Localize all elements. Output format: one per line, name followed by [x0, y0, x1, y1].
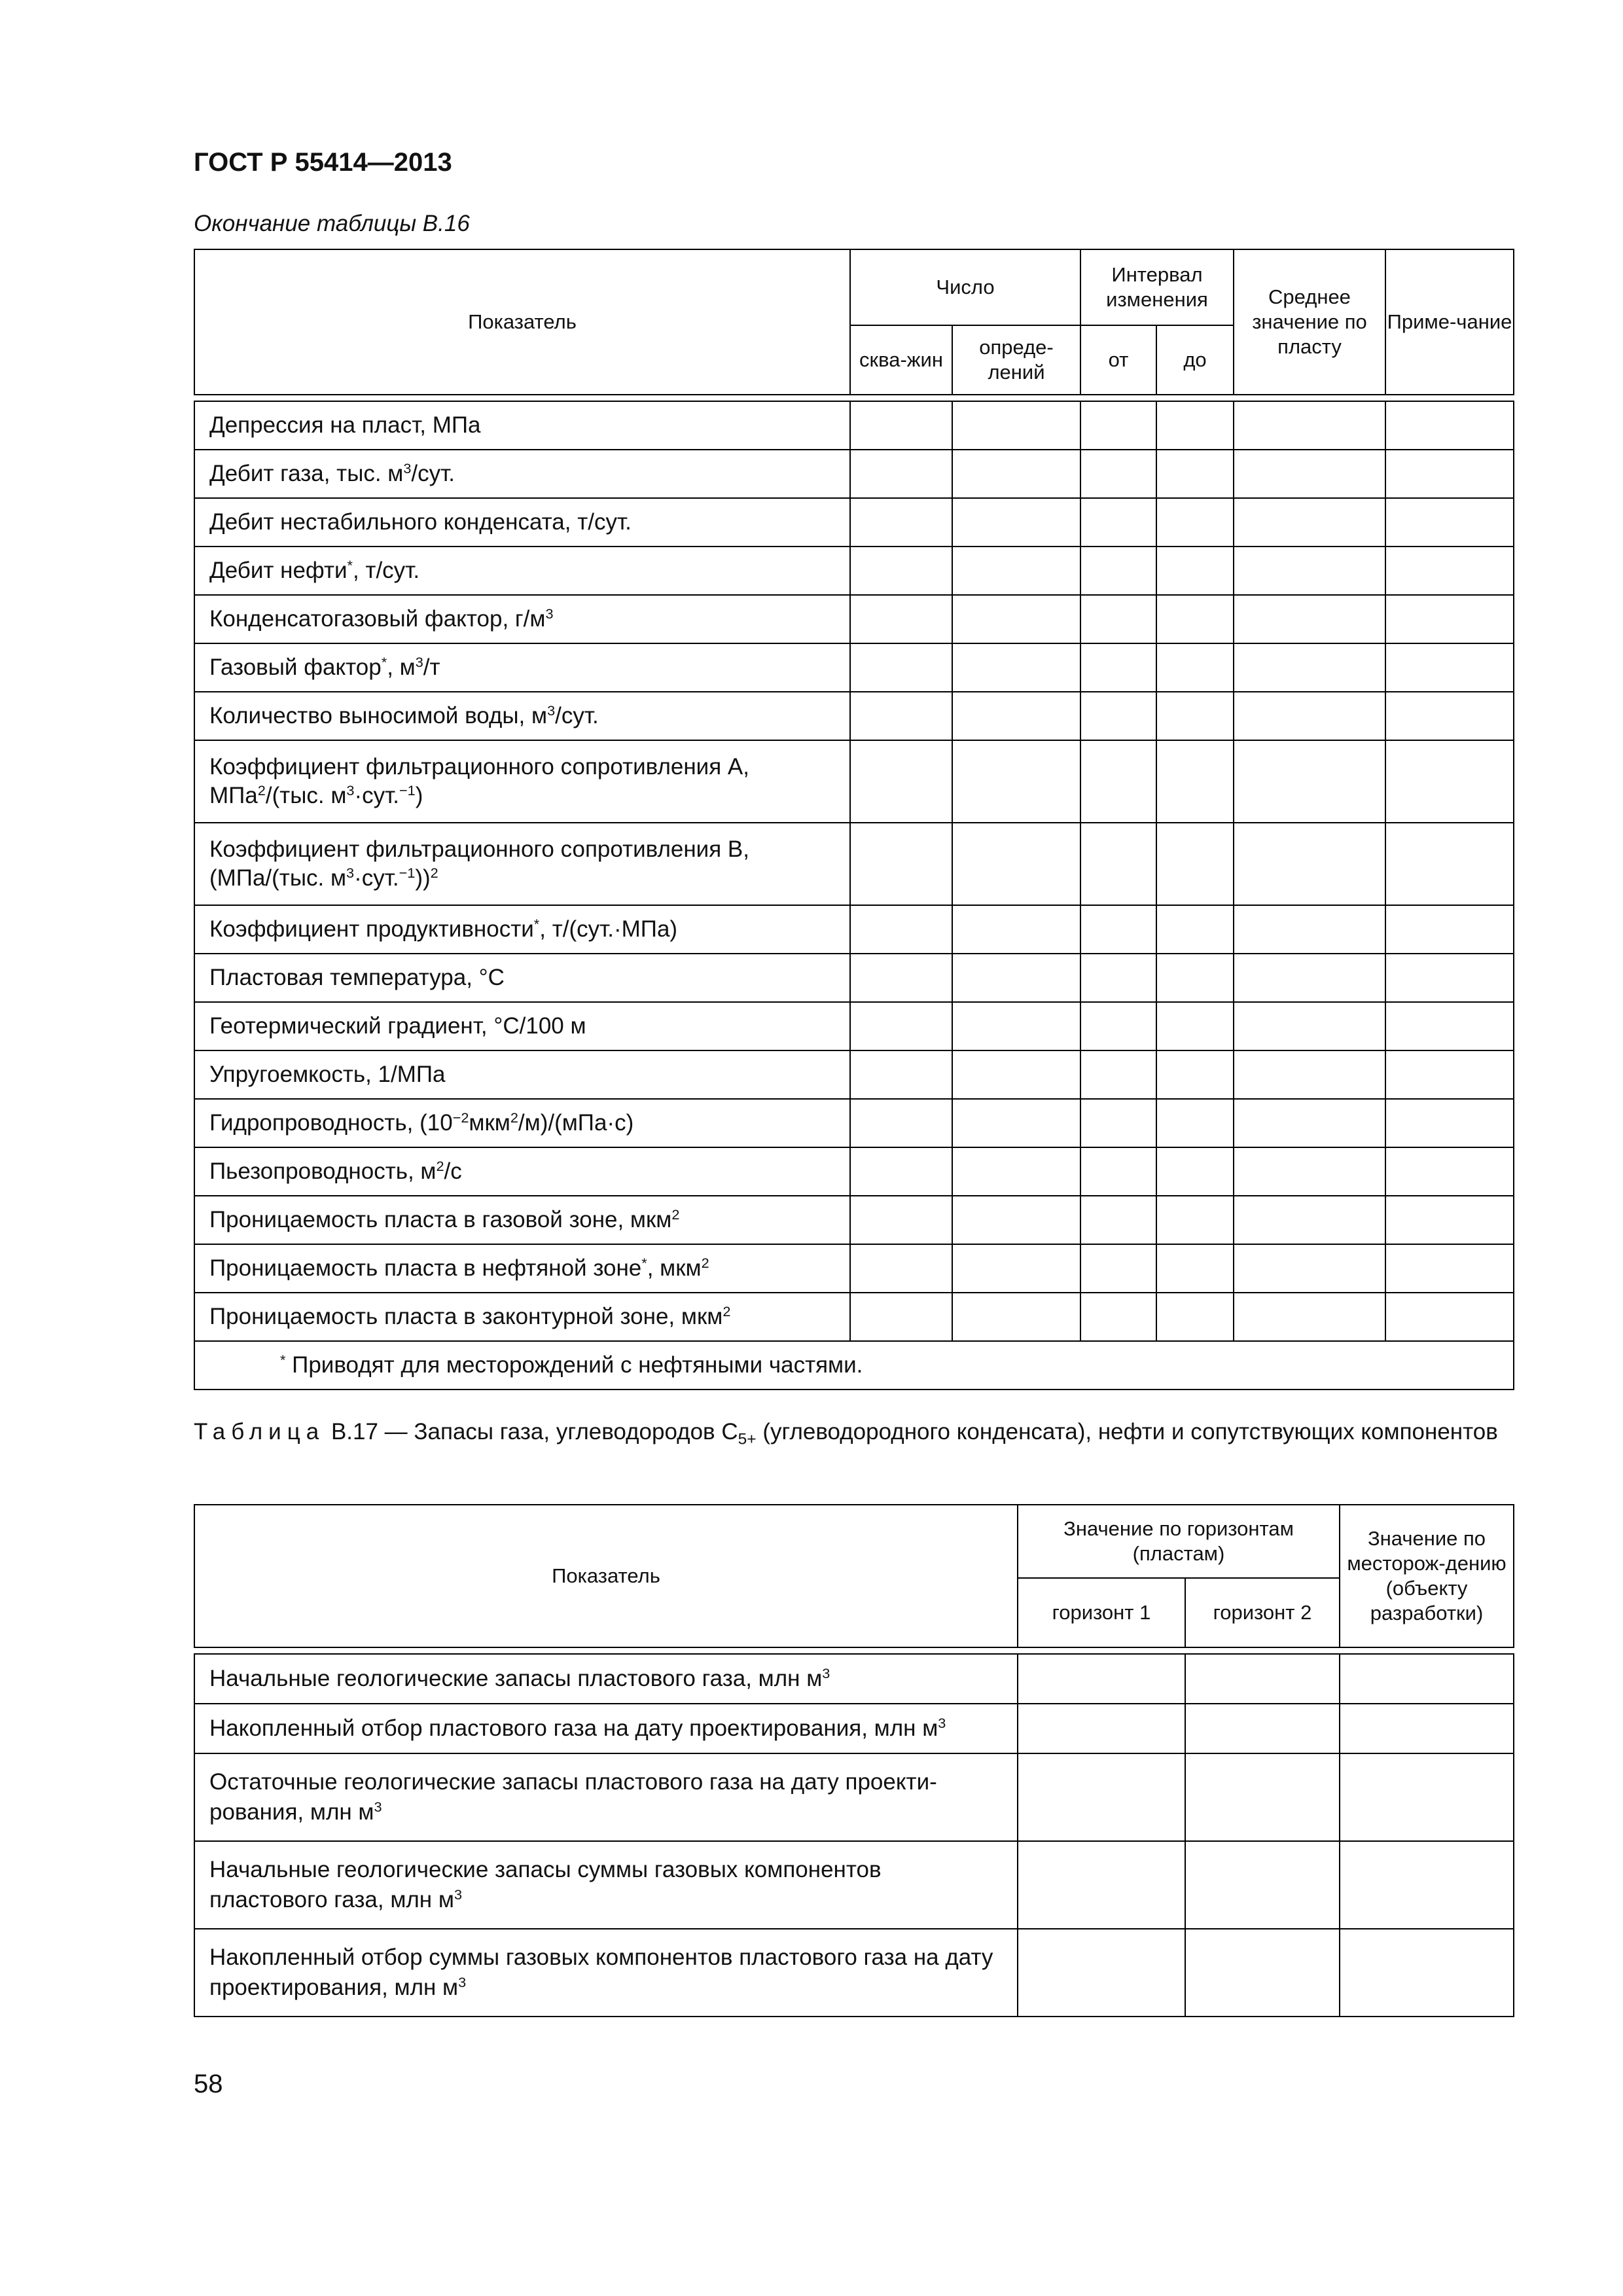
page-number: 58	[194, 2070, 223, 2098]
table-row	[194, 1002, 1514, 1050]
label-text: Остаточные геологические запасы пластового газа на дату проекти-рования, млн м	[209, 1769, 937, 1825]
label-text: Конденсатогазовый фактор, г/м	[209, 606, 546, 632]
empty-cell	[850, 1099, 952, 1147]
label-text: /сут.	[411, 461, 455, 486]
label-text: Начальные геологические запасы суммы газовых компонентов пластового газа, млн м	[209, 1857, 882, 1912]
caption-rest: (углеводородного конденсата), нефти и сопутствующих компонентов	[756, 1419, 1498, 1444]
table-b16	[194, 249, 1514, 1390]
empty-cell	[952, 1002, 1080, 1050]
empty-cell	[1080, 1196, 1156, 1244]
empty-cell	[1385, 1002, 1514, 1050]
superscript: *	[533, 916, 540, 933]
empty-cell	[1156, 1002, 1234, 1050]
label-text: Гидропроводность, (10	[209, 1110, 453, 1136]
row-label	[194, 1147, 850, 1196]
empty-cell	[1185, 1753, 1340, 1841]
empty-cell	[1080, 498, 1156, 547]
row-label	[194, 692, 850, 740]
superscript: 2	[671, 1206, 680, 1223]
empty-cell	[850, 1002, 952, 1050]
header-indicator: Показатель	[194, 1505, 1018, 1647]
empty-cell	[850, 643, 952, 692]
header-determinations: опреде-лений	[952, 325, 1080, 395]
empty-cell	[850, 905, 952, 954]
row-label	[194, 823, 850, 905]
empty-cell	[1234, 1196, 1385, 1244]
header-indicator: Показатель	[194, 249, 850, 395]
table-row	[194, 905, 1514, 954]
empty-cell	[1156, 595, 1234, 643]
empty-cell	[850, 1244, 952, 1293]
empty-cell	[850, 1196, 952, 1244]
superscript: 3	[415, 654, 423, 671]
table-row	[194, 1841, 1514, 1929]
header-wells: сква-жин	[850, 325, 952, 395]
empty-cell	[1080, 401, 1156, 450]
empty-cell	[1080, 1147, 1156, 1196]
empty-cell	[850, 740, 952, 823]
empty-cell	[1385, 740, 1514, 823]
header-by-horizons: Значение по горизонтам (пластам)	[1018, 1505, 1340, 1578]
superscript: 2	[436, 1158, 444, 1175]
empty-cell	[1080, 740, 1156, 823]
row-label	[194, 643, 850, 692]
empty-cell	[850, 401, 952, 450]
label-text: Депрессия на пласт, МПа	[209, 412, 481, 438]
empty-cell	[850, 823, 952, 905]
superscript: −2	[452, 1109, 469, 1126]
empty-cell	[1080, 823, 1156, 905]
table-b16-body	[194, 395, 1514, 1341]
row-label	[194, 954, 850, 1002]
label-text: ))	[415, 865, 431, 891]
superscript: −1	[399, 782, 416, 799]
empty-cell	[1185, 1929, 1340, 2017]
row-label	[194, 547, 850, 595]
empty-cell	[1156, 905, 1234, 954]
label-text: Начальные геологические запасы пластового газа, млн м	[209, 1666, 823, 1691]
empty-cell	[850, 1147, 952, 1196]
empty-cell	[1080, 1002, 1156, 1050]
label-text: Пластовая температура, °С	[209, 965, 505, 990]
empty-cell	[1234, 1147, 1385, 1196]
label-text: /сут.	[555, 703, 599, 728]
table-row	[194, 1196, 1514, 1244]
empty-cell	[1080, 547, 1156, 595]
label-text: /т	[423, 655, 440, 680]
label-text: Накопленный отбор суммы газовых компонентов пластового газа на дату проектирования, млн м	[209, 1945, 993, 2000]
empty-cell	[1234, 498, 1385, 547]
empty-cell	[1156, 401, 1234, 450]
empty-cell	[1385, 954, 1514, 1002]
empty-cell	[952, 1244, 1080, 1293]
empty-cell	[1385, 401, 1514, 450]
empty-cell	[1080, 954, 1156, 1002]
table-footnote	[194, 1341, 1514, 1390]
caption-subscript: 5+	[738, 1430, 757, 1448]
empty-cell	[1385, 595, 1514, 643]
empty-cell	[1234, 905, 1385, 954]
row-label	[194, 1654, 1018, 1704]
empty-cell	[1385, 1050, 1514, 1099]
empty-cell	[1018, 1654, 1185, 1704]
label-text: Дебит газа, тыс. м	[209, 461, 404, 486]
table-row	[194, 1244, 1514, 1293]
empty-cell	[1080, 643, 1156, 692]
empty-cell	[1080, 692, 1156, 740]
superscript: 2	[257, 782, 266, 799]
empty-cell	[850, 954, 952, 1002]
label-text: Геотермический градиент, °С/100 м	[209, 1013, 586, 1039]
table-b17-caption	[194, 1416, 1513, 1448]
empty-cell	[1156, 954, 1234, 1002]
empty-cell	[952, 905, 1080, 954]
label-text: /с	[444, 1158, 462, 1184]
empty-cell	[1156, 547, 1234, 595]
header-to: до	[1156, 325, 1234, 395]
header-horizon-2: горизонт 2	[1185, 1578, 1340, 1647]
empty-cell	[952, 954, 1080, 1002]
empty-cell	[952, 1050, 1080, 1099]
empty-cell	[1234, 401, 1385, 450]
label-text: Проницаемость пласта в газовой зоне, мкм	[209, 1207, 672, 1232]
table-row	[194, 1654, 1514, 1704]
table-row	[194, 643, 1514, 692]
empty-cell	[1385, 692, 1514, 740]
label-text: , т/сут.	[352, 558, 420, 583]
label-text: мкм	[469, 1110, 510, 1136]
empty-cell	[1234, 1293, 1385, 1341]
empty-cell	[1018, 1753, 1185, 1841]
empty-cell	[952, 401, 1080, 450]
empty-cell	[1156, 1099, 1234, 1147]
empty-cell	[952, 547, 1080, 595]
row-label	[194, 1099, 850, 1147]
superscript: *	[347, 557, 353, 574]
empty-cell	[1018, 1841, 1185, 1929]
row-label	[194, 905, 850, 954]
empty-cell	[1385, 905, 1514, 954]
empty-cell	[1234, 547, 1385, 595]
empty-cell	[952, 643, 1080, 692]
empty-cell	[1234, 823, 1385, 905]
empty-cell	[1234, 643, 1385, 692]
empty-cell	[1385, 1293, 1514, 1341]
row-label	[194, 1002, 850, 1050]
empty-cell	[1156, 1293, 1234, 1341]
empty-cell	[1385, 643, 1514, 692]
empty-cell	[1185, 1704, 1340, 1753]
label-text: , мкм	[647, 1255, 702, 1281]
superscript: 3	[346, 782, 355, 799]
empty-cell	[1185, 1654, 1340, 1704]
empty-cell	[1340, 1704, 1514, 1753]
table-row	[194, 692, 1514, 740]
empty-cell	[1156, 1244, 1234, 1293]
superscript: 3	[938, 1715, 946, 1732]
empty-cell	[850, 450, 952, 498]
empty-cell	[1234, 1050, 1385, 1099]
empty-cell	[952, 1099, 1080, 1147]
header-average: Среднее значение по пласту	[1234, 249, 1385, 395]
caption-number: В.17 — Запасы газа, углеводородов С	[325, 1419, 738, 1444]
label-text: /(тыс. м	[265, 783, 347, 808]
header-count: Число	[850, 249, 1080, 325]
row-label	[194, 595, 850, 643]
empty-cell	[1340, 1654, 1514, 1704]
empty-cell	[1080, 595, 1156, 643]
row-label	[194, 450, 850, 498]
empty-cell	[1156, 1147, 1234, 1196]
empty-cell	[952, 692, 1080, 740]
superscript: 2	[430, 865, 438, 882]
label-text: , м	[387, 655, 416, 680]
table-row	[194, 740, 1514, 823]
empty-cell	[1234, 1099, 1385, 1147]
empty-cell	[952, 823, 1080, 905]
empty-cell	[850, 1293, 952, 1341]
empty-cell	[1156, 643, 1234, 692]
superscript: 3	[547, 702, 556, 719]
empty-cell	[1385, 1099, 1514, 1147]
empty-cell	[1234, 1002, 1385, 1050]
document-header: ГОСТ Р 55414—2013	[194, 148, 452, 177]
caption-prefix: Таблица	[194, 1419, 325, 1444]
empty-cell	[850, 595, 952, 643]
header-horizon-1: горизонт 1	[1018, 1578, 1185, 1647]
header-note: Приме-чание	[1385, 249, 1514, 395]
label-text: /м)/(мПа·с)	[518, 1110, 634, 1136]
label-text: Коэффициент фильтрационного сопротивления В, (МПа/(тыс. м	[209, 836, 749, 891]
label-text: )	[415, 783, 423, 808]
superscript: 3	[545, 605, 554, 622]
header-interval: Интервал изменения	[1080, 249, 1234, 325]
empty-cell	[1340, 1753, 1514, 1841]
superscript: 3	[454, 1886, 462, 1903]
empty-cell	[850, 498, 952, 547]
superscript: 3	[822, 1665, 830, 1682]
table-row	[194, 401, 1514, 450]
label-text: Проницаемость пласта в нефтяной зоне	[209, 1255, 642, 1281]
empty-cell	[1385, 1147, 1514, 1196]
empty-cell	[1385, 547, 1514, 595]
table-row	[194, 1704, 1514, 1753]
label-text: Дебит нефти	[209, 558, 348, 583]
row-label	[194, 1050, 850, 1099]
table-continuation-caption: Окончание таблицы В.16	[194, 211, 470, 236]
table-row	[194, 547, 1514, 595]
label-text: Проницаемость пласта в законтурной зоне, мкм	[209, 1304, 723, 1329]
row-label	[194, 401, 850, 450]
row-label	[194, 1753, 1018, 1841]
empty-cell	[1234, 740, 1385, 823]
empty-cell	[1234, 450, 1385, 498]
superscript: 3	[458, 1974, 467, 1991]
empty-cell	[1018, 1704, 1185, 1753]
label-text: Коэффициент продуктивности	[209, 916, 534, 942]
empty-cell	[1185, 1841, 1340, 1929]
empty-cell	[1080, 1293, 1156, 1341]
table-row	[194, 1929, 1514, 2017]
empty-cell	[1385, 450, 1514, 498]
empty-cell	[1385, 1196, 1514, 1244]
superscript: *	[381, 654, 387, 671]
superscript: −1	[399, 865, 416, 882]
superscript: 2	[510, 1109, 518, 1126]
superscript: 3	[403, 460, 412, 477]
table-row	[194, 823, 1514, 905]
table-row	[194, 450, 1514, 498]
superscript: 2	[701, 1255, 709, 1272]
table-row	[194, 498, 1514, 547]
row-label	[194, 1929, 1018, 2017]
table-row	[194, 1147, 1514, 1196]
superscript: *	[641, 1255, 647, 1272]
row-label	[194, 498, 850, 547]
table-b17-body	[194, 1647, 1514, 2017]
empty-cell	[1080, 905, 1156, 954]
label-text: Газовый фактор	[209, 655, 382, 680]
label-text: , т/(сут.·МПа)	[539, 916, 678, 942]
table-row	[194, 1099, 1514, 1147]
empty-cell	[1156, 823, 1234, 905]
row-label	[194, 1293, 850, 1341]
empty-cell	[1340, 1841, 1514, 1929]
empty-cell	[952, 740, 1080, 823]
empty-cell	[1385, 1244, 1514, 1293]
label-text: Пьезопроводность, м	[209, 1158, 437, 1184]
empty-cell	[1080, 1099, 1156, 1147]
row-label	[194, 1704, 1018, 1753]
row-label	[194, 740, 850, 823]
table-row	[194, 1293, 1514, 1341]
empty-cell	[1018, 1929, 1185, 2017]
empty-cell	[1234, 595, 1385, 643]
superscript: 2	[722, 1303, 731, 1320]
empty-cell	[1156, 450, 1234, 498]
label-text: Дебит нестабильного конденсата, т/сут.	[209, 509, 632, 535]
superscript: 3	[374, 1799, 382, 1816]
label-text: Упругоемкость, 1/МПа	[209, 1062, 446, 1087]
label-text: ·сут.	[354, 783, 400, 808]
table-row	[194, 595, 1514, 643]
header-from: от	[1080, 325, 1156, 395]
empty-cell	[1234, 692, 1385, 740]
row-label	[194, 1244, 850, 1293]
empty-cell	[952, 595, 1080, 643]
empty-cell	[952, 450, 1080, 498]
empty-cell	[1156, 740, 1234, 823]
header-by-field: Значение по месторож-дению (объекту разработки)	[1340, 1505, 1514, 1647]
empty-cell	[850, 692, 952, 740]
footnote-text: Приводят для месторождений с нефтяными частями.	[285, 1352, 863, 1378]
empty-cell	[1156, 498, 1234, 547]
label-text: Коэффициент фильтрационного сопротивления А, МПа	[209, 754, 749, 808]
empty-cell	[850, 547, 952, 595]
empty-cell	[1234, 954, 1385, 1002]
empty-cell	[952, 1293, 1080, 1341]
row-label	[194, 1196, 850, 1244]
table-row	[194, 954, 1514, 1002]
empty-cell	[1385, 823, 1514, 905]
empty-cell	[1080, 1244, 1156, 1293]
empty-cell	[1156, 1196, 1234, 1244]
table-row	[194, 1050, 1514, 1099]
empty-cell	[850, 1050, 952, 1099]
label-text: Накопленный отбор пластового газа на дату проектирования, млн м	[209, 1715, 938, 1741]
label-text: ·сут.	[354, 865, 399, 891]
empty-cell	[1340, 1929, 1514, 2017]
label-text: Количество выносимой воды, м	[209, 703, 548, 728]
footnote-mark: *	[280, 1352, 286, 1369]
empty-cell	[1234, 1244, 1385, 1293]
empty-cell	[1080, 450, 1156, 498]
row-label	[194, 1841, 1018, 1929]
empty-cell	[1385, 498, 1514, 547]
superscript: 3	[346, 865, 355, 882]
empty-cell	[1080, 1050, 1156, 1099]
empty-cell	[1156, 692, 1234, 740]
table-b17	[194, 1504, 1514, 2017]
empty-cell	[952, 1147, 1080, 1196]
table-row	[194, 1753, 1514, 1841]
empty-cell	[952, 498, 1080, 547]
empty-cell	[1156, 1050, 1234, 1099]
empty-cell	[952, 1196, 1080, 1244]
